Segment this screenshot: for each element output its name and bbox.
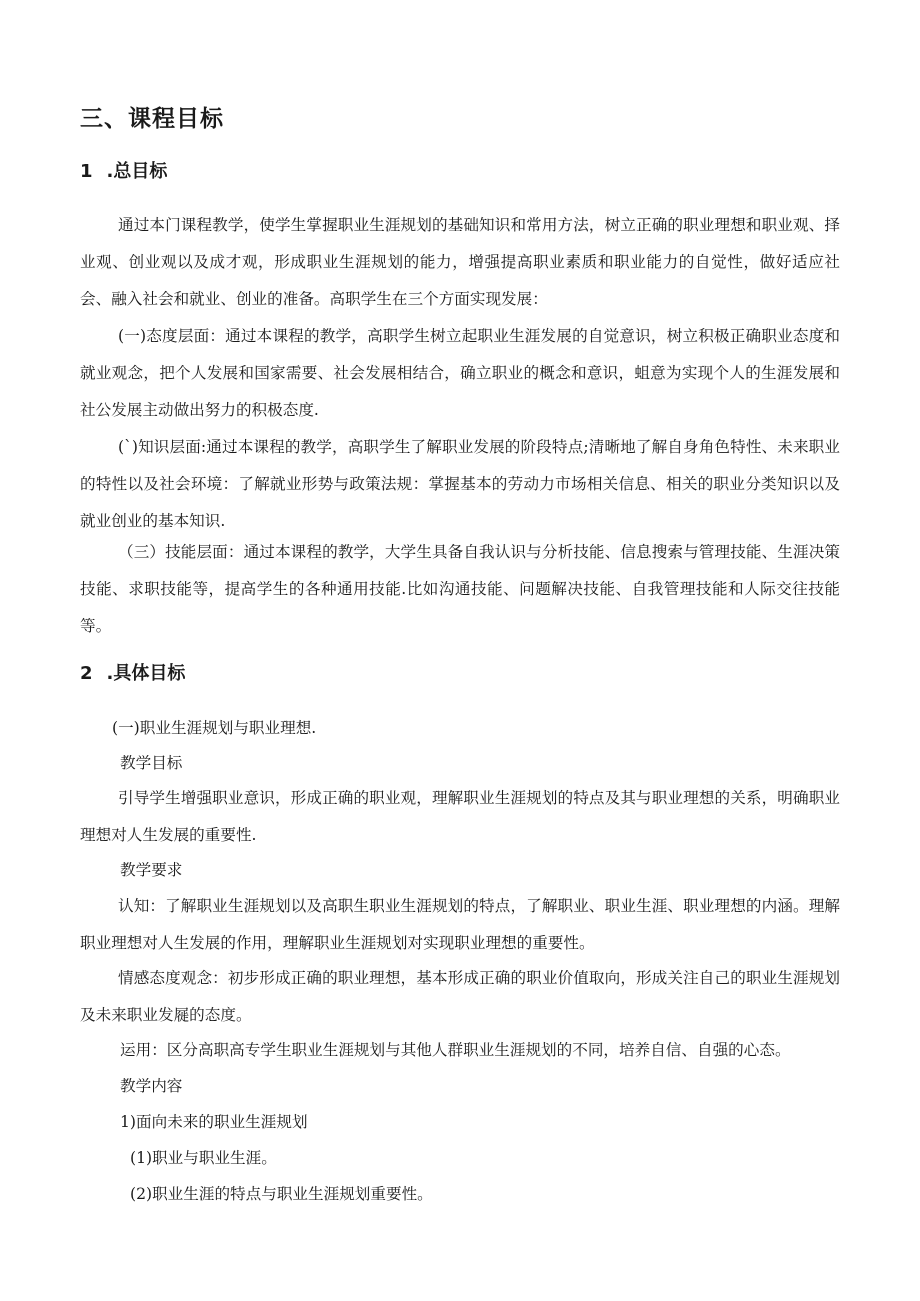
requirement-cognition: 认知：了解职业生涯规划以及高职生职业生涯规划的特点，了解职业、职业生涯、职业理想的内涵。理解职业理想对人生发展的作用，理解职业生涯规划对实现职业理想的重要性。 xyxy=(80,897,840,952)
specific-goal-title: .具体目标 xyxy=(106,663,186,684)
teaching-content-label: 教学内容 xyxy=(120,1077,183,1095)
content-item-1-2: (2)职业生涯的特点与职业生涯规划重要性。 xyxy=(130,1185,433,1203)
teaching-goal-label: 教学目标 xyxy=(120,754,183,772)
teaching-requirement-label: 教学要求 xyxy=(120,861,183,879)
knowledge-paragraph: (`)知识层面:通过本课程的教学，高职学生了解职业发展的阶段特点;清晰地了解自身角色特性、未来职业的特性以及社会环境：了解就业形势与政策法规：掌握基本的劳动力市场相关信息、相关的职业分类知识以及就业创业的基本知识. xyxy=(80,438,840,530)
attitude-paragraph: (一)态度层面：通过本课程的教学，高职学生树立起职业生涯发展的自觉意识，树立积极正确职业态度和就业观念，把个人发展和国家需要、社会发展相结合，确立职业的概念和意识，蛆意为实现个人的生涯发展和社公发展主动做出努力的积极态度. xyxy=(80,327,840,419)
teaching-goal-text: 引导学生增强职业意识，形成正确的职业观，理解职业生涯规划的特点及其与职业理想的关系，明确职业理想对人生发展的重要性. xyxy=(80,789,840,844)
specific-goal-number: 2 xyxy=(80,663,93,684)
content-item-1: 1)面向未来的职业生涯规划 xyxy=(120,1113,308,1131)
requirement-emotion: 情感态度观念：初步形成正确的职业理想，基本形成正确的职业价值取向，形成关注自己的职业生涯规划及未来职业发屣的态度。 xyxy=(80,969,840,1024)
unit-title: (一)职业生涯规划与职业理想. xyxy=(112,719,317,737)
specific-goal-heading xyxy=(80,659,185,685)
overall-goal-title: .总目标 xyxy=(106,161,168,182)
requirement-apply: 运用：区分高职高专学生职业生涯规划与其他人群职业生涯规划的不同，培养自信、自强的心态。 xyxy=(120,1041,791,1059)
skill-paragraph: （三）技能层面：通过本课程的教学，大学生具备自我认识与分析技能、信息搜索与管理技能、生涯决策技能、求职技能等，提高学生的各种通用技能.比如沟通技能、问题解决技能、自我管理技能和人际交往技能等。 xyxy=(80,543,840,635)
section-title: 三、课程目标 xyxy=(80,106,224,132)
content-item-1-1: (1)职业与职业生涯。 xyxy=(130,1149,277,1167)
overall-goal-heading xyxy=(80,157,167,183)
overall-goal-number: 1 xyxy=(80,161,93,182)
overall-intro-paragraph: 通过本门课程教学，使学生掌握职业生涯规划的基础知识和常用方法，树立正确的职业理想和职业观、择业观、创业观以及成才观，形成职业生涯规划的能力，增强提高职业素质和职业能力的自觉性，做好适应社会、融入社会和就业、创业的准备。高职学生在三个方面实现发展： xyxy=(80,216,840,308)
